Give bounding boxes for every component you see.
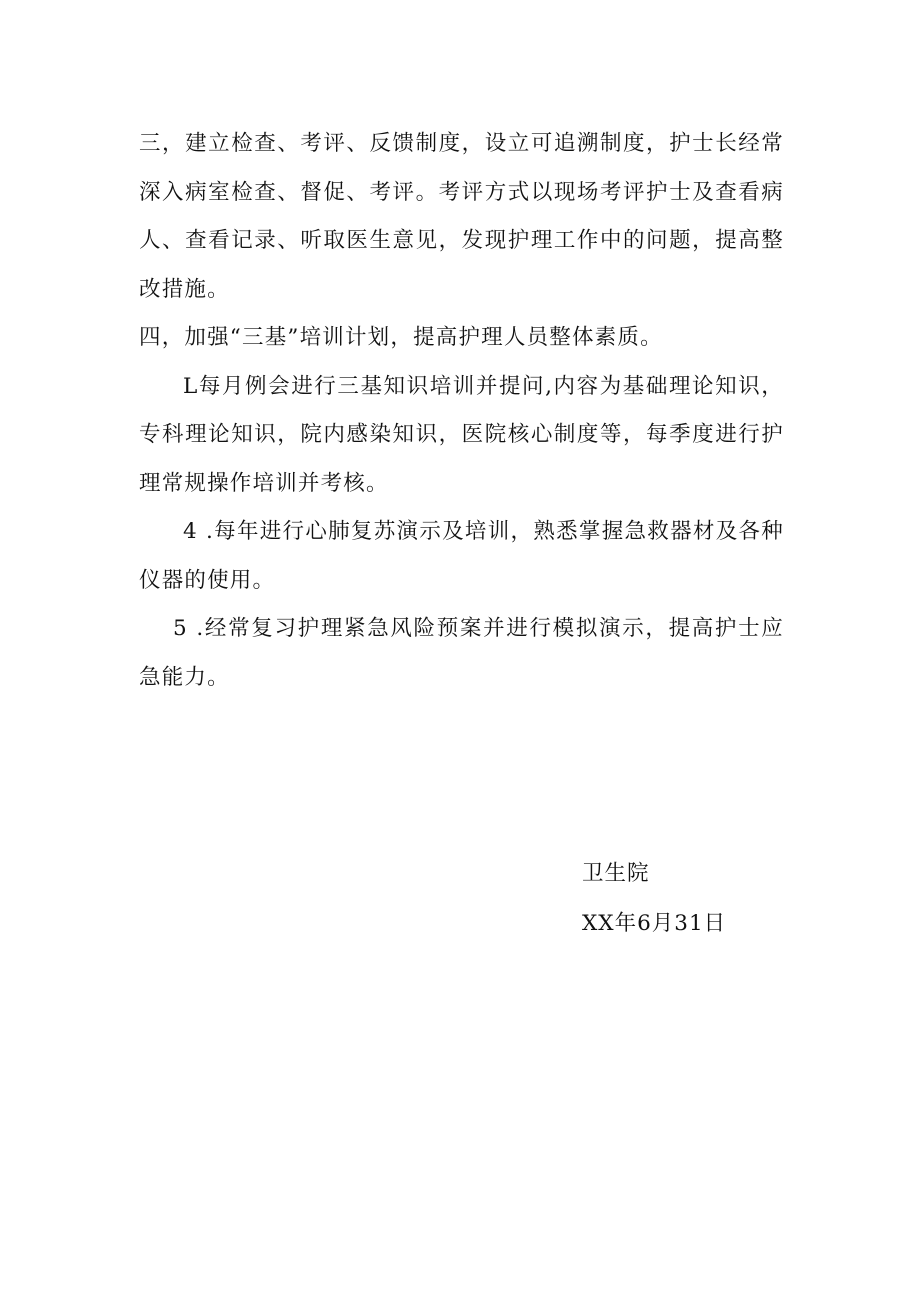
signature-organization: 卫生院: [582, 861, 650, 886]
document-body: [139, 120, 784, 702]
paragraph-item-monthly-training: L每月例会进行三基知识培训并提问,内容为基础理论知识，专科理论知识，院内感染知识，医院核心制度等，每季度进行护理常规操作培训并考核。: [139, 373, 784, 496]
signature-block: [582, 850, 802, 948]
signature-date: XX年6月31日: [582, 911, 727, 936]
paragraph-section-three: 三，建立检查、考评、反馈制度，设立可追溯制度，护士长经常深入病室检查、督促、考评。考评方式以现场考评护士及查看病人、查看记录、听取医生意见，发现护理工作中的问题，提高整改措施。: [139, 131, 784, 302]
paragraph-item-cpr-training: 4 .每年进行心肺复苏演示及培训，熟悉掌握急救器材及各种仪器的使用。: [139, 519, 784, 593]
paragraph-item-emergency-drill: 5 .经常复习护理紧急风险预案并进行模拟演示，提高护士应急能力。: [139, 616, 784, 690]
paragraph-section-four-heading: 四，加强“三基”培训计划，提高护理人员整体素质。: [139, 325, 663, 350]
